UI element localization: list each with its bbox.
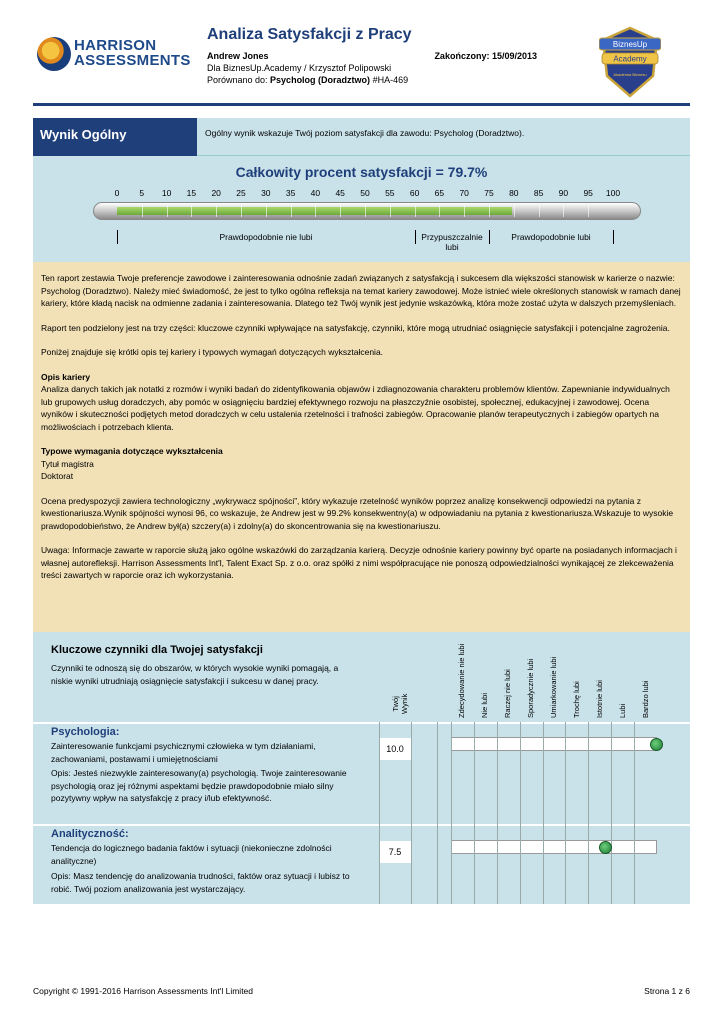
thermometer-ticks <box>94 205 640 217</box>
scale-label: 50 <box>360 188 370 198</box>
level-column-header: Istotnie lubi <box>594 680 604 718</box>
grid-line <box>379 722 380 904</box>
factor-bar-analytical <box>451 840 657 854</box>
zone-divider <box>613 230 614 244</box>
compared-line: Porównano do: Psycholog (Doradztwo) #HA-469 <box>207 75 409 85</box>
scale-label: 10 <box>161 188 172 198</box>
level-column-header: Raczej nie lubi <box>503 669 513 718</box>
factor-title-analytical: Analityczność: <box>51 828 129 840</box>
scale-label: 85 <box>533 188 544 198</box>
report-meta <box>207 50 537 86</box>
scale-label: 30 <box>261 188 271 198</box>
scale-label: 90 <box>558 188 569 198</box>
zone-likely-label: Prawdopodobnie lubi <box>511 232 591 242</box>
scale-label: 20 <box>211 188 221 198</box>
grid-line <box>474 722 475 904</box>
thermometer-tick <box>340 205 341 217</box>
thermometer-tick <box>241 205 242 217</box>
satisfaction-zones <box>117 230 613 258</box>
level-column-header: Trochę lubi <box>571 681 581 718</box>
factor-bar-psychology <box>451 737 657 751</box>
key-factors-title: Kluczowe czynniki dla Twojej satysfakcji <box>51 644 263 656</box>
zone-unlikely-label: Prawdopodobnie nie lubi <box>219 232 313 242</box>
svg-text:Akademia Biznesu: Akademia Biznesu <box>613 72 647 77</box>
scale-label: 70 <box>459 188 469 198</box>
factor-score-psychology: 10.0 <box>379 738 411 760</box>
key-factors-section <box>33 632 690 904</box>
scale-label: 5 <box>139 188 145 198</box>
thermometer-tick <box>266 205 267 217</box>
intro-paragraph: Poniżej znajduje się krótki opis tej kariery i typowych wymagań dotyczących wykształcenia. <box>41 347 384 357</box>
factor-title-psychology: Psychologia: <box>51 726 120 738</box>
level-column-header: Bardzo lubi <box>640 680 650 718</box>
factor-opinion-analytical: Opis: Masz tendencję do analizowania trudności, faktów oraz sytuacji i lubisz to robić. Twój poziom analizowania jest wystarczający. <box>51 871 350 894</box>
key-factors-description: Czynniki te odnoszą się do obszarów, w których wysokie wyniki pomagają, a niskie wyniki utrudniają osiągnięcie satysfakcji i sukcesu w danej pracy. <box>51 663 339 686</box>
thermometer-tick <box>167 205 168 217</box>
harrison-logo-emblem-icon <box>37 37 71 71</box>
scale-label: 100 <box>605 188 621 198</box>
grid-line <box>497 722 498 904</box>
biznesup-academy-badge <box>599 26 661 98</box>
thermometer-tick <box>216 205 217 217</box>
grid-line <box>543 722 544 904</box>
factor-score-analytical: 7.5 <box>379 841 411 863</box>
thermometer-tick <box>539 205 540 217</box>
scale-label: 75 <box>484 188 494 198</box>
scale-label: 80 <box>509 188 519 198</box>
thermometer-tick <box>415 205 416 217</box>
thermometer-tick <box>563 205 564 217</box>
report-title: Analiza Satysfakcji z Pracy <box>207 26 412 43</box>
for-line: Dla BiznesUp.Academy / Krzysztof Polipowski <box>207 63 392 73</box>
scale-label: 60 <box>409 188 420 198</box>
career-description: Analiza danych takich jak notatki z rozmów i wyniki badań do zidentyfikowania objawów i zdiagnozowania charakteru problemów klientów. Zapewnianie indywidualnych lub grupowych usług doradczych, aby pomóc w osiągnięciu bardziej efektywnego rozwoju na płaszczyźnie osobistej, społecznej, edukacyjnej i zawodowej. Ocena wyników i skuteczności podjętych metod doradczych w celu ustalenia rzetelności i trafności zabiegów. Opracowanie planów terapeutycznych i zabiegów opartych na możliwościach i potrzebach klienta. <box>41 384 670 432</box>
thermometer-tick <box>439 205 440 217</box>
grid-line <box>588 722 589 904</box>
person-name: Andrew Jones <box>207 51 269 61</box>
scale-label: 25 <box>236 188 246 198</box>
thermometer-tick <box>291 205 292 217</box>
grid-line <box>520 722 521 904</box>
overall-percent-label: Całkowity procent satysfakcji = 79.7% <box>235 164 488 180</box>
level-column-header: Sporadycznie lubi <box>526 658 536 718</box>
thermometer-tick <box>390 205 391 217</box>
education-item: Tytuł magistra <box>41 458 94 469</box>
scale-label: 35 <box>285 188 296 198</box>
thermometer-tick <box>588 205 589 217</box>
grid-line <box>634 722 635 904</box>
page-footer <box>33 986 690 996</box>
factor-separator <box>33 824 690 826</box>
consistency-paragraph: Ocena predyspozycji zawiera technologiczny „wykrywacz spójności”, który wykazuje rzetelność wyników poprzez analizę konsekwencji odpowiedzi na pytania z kwestionariusza.Wynik spójności wynosi 96, co wskazuje, że Andrew jest w 99.2% konsekwentny(a) w odpowiadaniu na pytania z kwestionariusza.Wskazuje to wysokie prawdopodobieństwo, że Andrew był(a) szczery(a) i zdolny(a) do skoncentrowania się na kwestionariuszu. <box>41 495 674 531</box>
level-column-header: Umiarkowanie lubi <box>549 656 558 718</box>
grid-line <box>437 722 438 904</box>
disclaimer-paragraph: Uwaga: Informacje zawarte w raporcie służą jako ogólne wskazówki do zarządzania karierą. Decyzje odnośnie kariery powinny być oparte na posiadanych informacjach i własnej autorefleksji. Harrison Assessments Int'l, Talent Exact Sp. z o.o. oraz spółki z nimi współpracujące nie ponoszą odpowiedzialności wynikającej ze zlekceważenia treści zawartych w raporcie oraz ich wykorzystania. <box>41 545 677 580</box>
scale-label: 65 <box>434 188 445 198</box>
page-number: Strona 1 z 6 <box>644 986 690 996</box>
career-heading: Opis kariery <box>41 371 91 382</box>
thermometer-tick <box>464 205 465 217</box>
factor-score-marker <box>650 738 663 751</box>
completed-date: Zakończony: 15/09/2013 <box>434 51 537 61</box>
thermometer-tick <box>489 205 490 217</box>
score-column-header: Twój Wynik <box>391 693 409 714</box>
copyright-text: Copyright © 1991-2016 Harrison Assessments Int'l Limited <box>33 986 254 996</box>
thermometer-tick <box>315 205 316 217</box>
thermometer-tick <box>514 205 515 217</box>
svg-text:BiznesUp: BiznesUp <box>612 40 648 49</box>
grid-line <box>411 722 412 904</box>
level-column-header: Nie lubi <box>480 692 490 718</box>
level-column-header: Lubi <box>617 703 627 718</box>
harrison-logo-text: HARRISON ASSESSMENTS <box>74 37 191 69</box>
header-divider <box>33 103 690 106</box>
education-item: Doktorat <box>41 471 74 481</box>
overall-description: Ogólny wynik wskazuje Twój poziom satysfakcji dla zawodu: Psycholog (Doradztwo). <box>197 118 690 156</box>
percent-scale <box>97 188 621 200</box>
factor-definition-psychology: Zainteresowanie funkcjami psychicznymi człowieka w tym działaniami, zachowaniami, postawami i umiejętnościami <box>51 741 316 764</box>
zone-maybe-label: Przypuszczalnie lubi <box>421 232 483 252</box>
factor-opinion-psychology: Opis: Jesteś niezwykle zainteresowany(a) psychologią. Twoje zainteresowanie psychologią oraz jej różnymi aspektami będzie prawdopodobnie miało silny pozytywny wpływ na satysfakcję z pracy i/lub efektywność. <box>51 768 347 803</box>
grid-line <box>451 722 452 904</box>
grid-line <box>565 722 566 904</box>
intro-paragraph: Ten raport zestawia Twoje preferencje zawodowe i zainteresowania odnośnie zadań związanych z satysfakcją i sukcesem dla większości stanowisk w karierze o nazwie: Psycholog (Doradztwo). Należy mieć świadomość, że jest to tylko ogólna refleksja na temat kariery zawodowej. Może istnieć wiele określonych stanowisk w ramach danej kariery, które kładą nacisk na odmienne zadania i zainteresowania. Dlatego też Twój wynik jest jedynie wskazówką, która może zostać użyta w dalszych przemyśleniach. <box>41 273 681 308</box>
svg-text:Academy: Academy <box>613 54 647 64</box>
scale-label: 45 <box>335 188 345 198</box>
scale-label: 55 <box>385 188 395 198</box>
grid-line <box>611 722 612 904</box>
overall-result-section <box>33 118 690 262</box>
scale-label: 15 <box>186 188 197 198</box>
scale-label: 0 <box>114 188 120 198</box>
scale-label: 95 <box>583 188 593 198</box>
level-column-header: Zdecydowanie nie lubi <box>457 643 467 718</box>
thermometer-tick <box>191 205 192 217</box>
factor-score-marker <box>599 841 612 854</box>
factor-definition-analytical: Tendencja do logicznego badania faktów i sytuacji (niekonieczne zdolności analityczne) <box>51 843 332 866</box>
report-header <box>33 14 690 104</box>
satisfaction-thermometer <box>93 202 641 220</box>
factor-separator <box>33 722 690 724</box>
intro-section <box>33 262 690 632</box>
harrison-logo <box>37 36 191 76</box>
overall-title: Wynik Ogólny <box>33 118 197 156</box>
intro-paragraph: Raport ten podzielony jest na trzy części: kluczowe czynniki wpływające na satysfakcję, czynniki, które mogą utrudniać osiągnięcie satysfakcji i potencjalne zagrożenia. <box>41 322 670 333</box>
thermometer-tick <box>365 205 366 217</box>
education-heading: Typowe wymagania dotyczące wykształcenia <box>41 446 223 456</box>
thermometer-tick <box>142 205 143 217</box>
scale-label: 40 <box>310 188 321 198</box>
